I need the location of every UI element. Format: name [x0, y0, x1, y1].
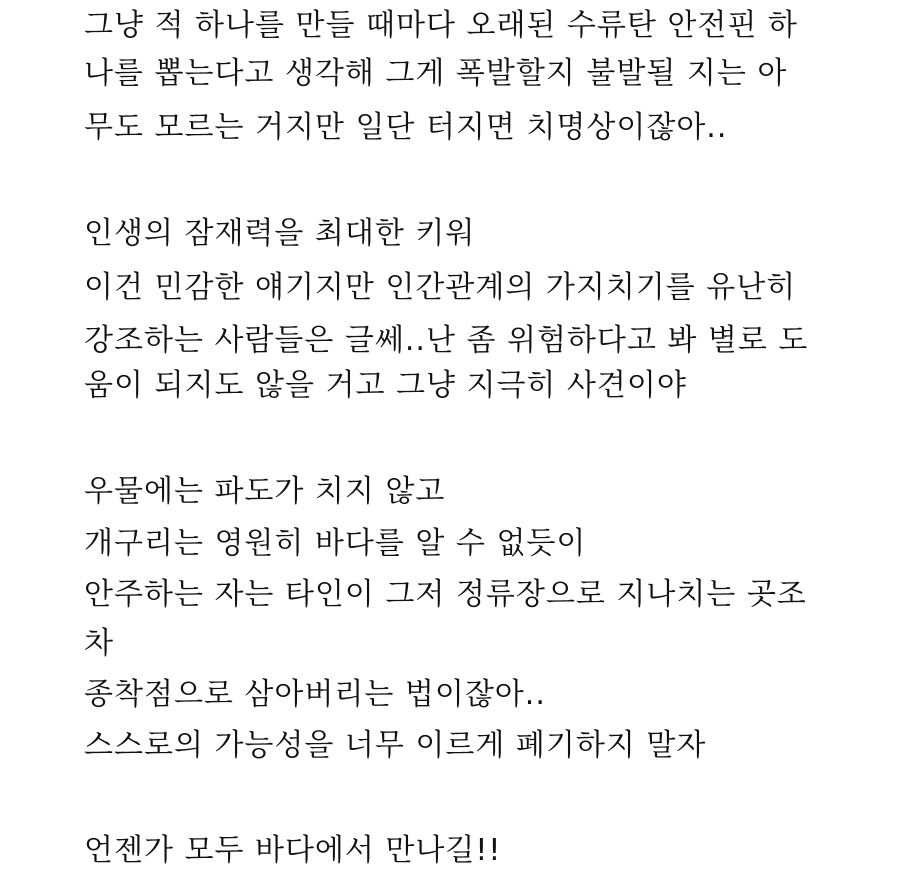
- text-line: 차: [84, 626, 114, 661]
- text-line: 이건 민감한 얘기지만 인간관계의 가지치기를 유난히: [84, 270, 797, 305]
- text-line: 언젠가 모두 바다에서 만나길!!: [84, 833, 502, 868]
- text-line: 강조하는 사람들은 글쎄..난 좀 위험하다고 봐 별로 도: [84, 323, 809, 358]
- text-line: 우물에는 파도가 치지 않고: [84, 474, 446, 509]
- text-line: 안주하는 자는 타인이 그저 정류장으로 지나치는 곳조: [84, 577, 807, 612]
- text-line: 나를 뽑는다고 생각해 그게 폭발할지 불발될 지는 아: [84, 56, 788, 91]
- text-line: 그냥 적 하나를 만들 때마다 오래된 수류탄 안전핀 하: [84, 8, 798, 43]
- text-line: 종착점으로 삼아버리는 법이잖아..: [84, 677, 546, 712]
- text-line: 스스로의 가능성을 너무 이르게 폐기하지 말자: [84, 728, 707, 763]
- text-line: 개구리는 영원히 바다를 알 수 없듯이: [84, 526, 587, 561]
- text-line: 움이 되지도 않을 거고 그냥 지극히 사견이야: [84, 368, 687, 403]
- text-line: 인생의 잠재력을 최대한 키워: [84, 216, 476, 251]
- text-line: 무도 모르는 거지만 일단 터지면 치명상이잖아..: [84, 110, 728, 145]
